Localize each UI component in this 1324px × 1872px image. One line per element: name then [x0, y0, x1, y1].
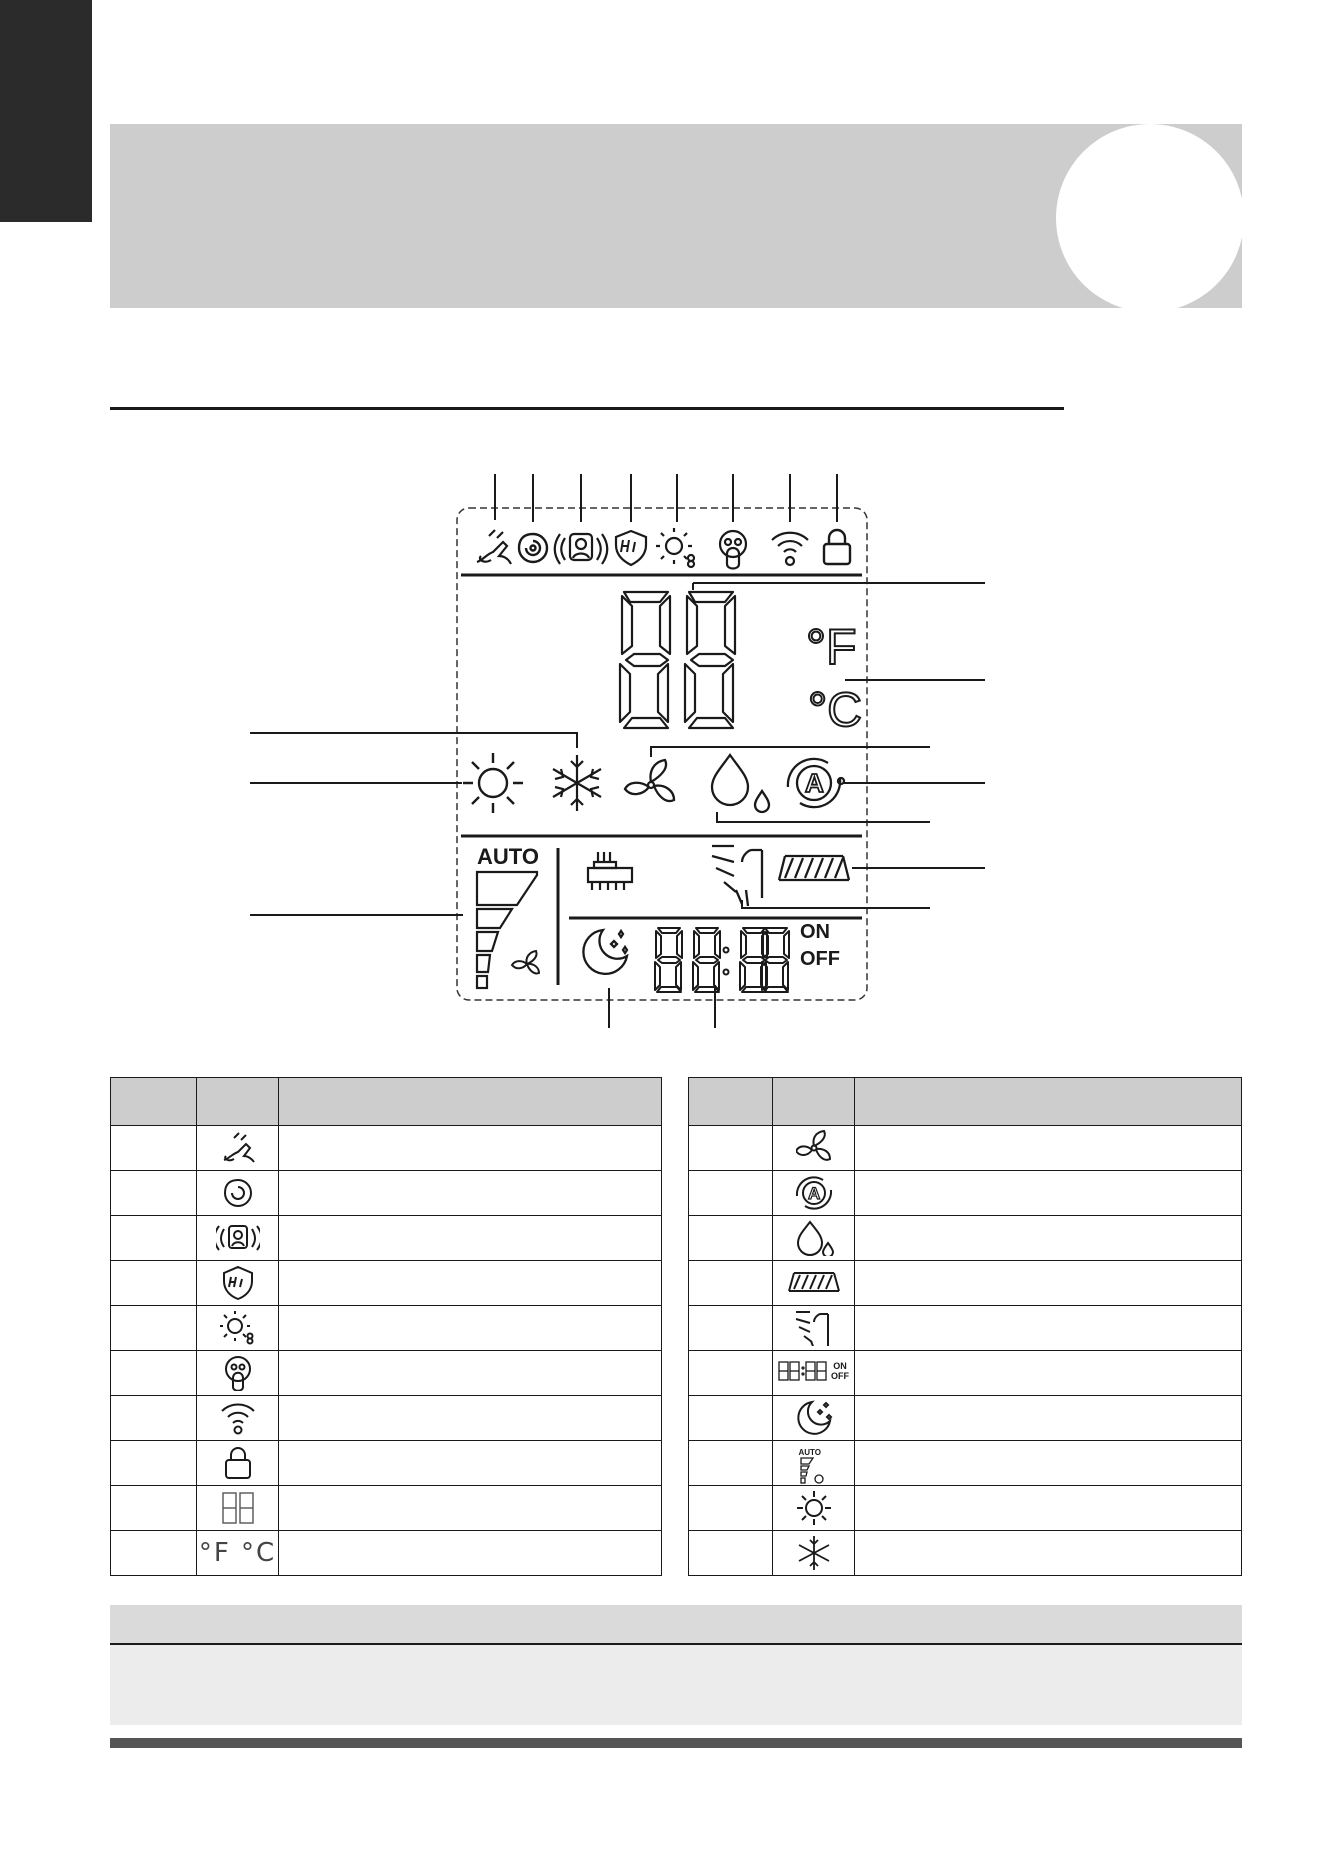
- temperature-unit-icon: °F °C: [197, 1531, 279, 1576]
- high-temp-protection-icon: [616, 531, 646, 565]
- table-header-row: [689, 1078, 1242, 1126]
- symbol-table-left: [110, 1077, 662, 1576]
- wifi-icon: [772, 533, 808, 565]
- table-row: [111, 1126, 662, 1171]
- swing-horizontal-icon: [779, 856, 849, 880]
- table-row: [111, 1306, 662, 1351]
- table-row: [689, 1531, 1242, 1576]
- svg-text:A: A: [807, 1184, 820, 1203]
- table-row: [111, 1351, 662, 1396]
- table-row: [689, 1441, 1242, 1486]
- table-row: [689, 1216, 1242, 1261]
- ionizer-icon: [477, 530, 511, 564]
- leader-lines-mode: [250, 733, 985, 822]
- fan-speed-bars: [477, 872, 537, 988]
- sleep-mode-icon: [773, 1396, 855, 1441]
- timer-off-label: OFF: [800, 948, 840, 970]
- auto-mode-icon: [773, 1171, 855, 1216]
- leader-line: [742, 900, 930, 908]
- swing-vertical-icon: [712, 846, 762, 906]
- follow-me-icon: [555, 534, 608, 564]
- lock-icon: [197, 1441, 279, 1486]
- temperature-digits-icon: [197, 1486, 279, 1531]
- leader-lines-top: [495, 474, 837, 522]
- table-row: [689, 1396, 1242, 1441]
- heating-icon: [656, 528, 694, 567]
- table-row: [689, 1351, 1242, 1396]
- table-row: [111, 1216, 662, 1261]
- note-box: [110, 1605, 1242, 1725]
- auto-mode-icon: [788, 759, 844, 807]
- cool-mode-icon: [773, 1531, 855, 1576]
- temperature-digits: [620, 592, 735, 728]
- table-row: [111, 1171, 662, 1216]
- high-temp-protection-icon: [197, 1261, 279, 1306]
- fan-speed-icon: AUTO: [773, 1441, 855, 1486]
- sleep-mode-icon: [583, 930, 627, 974]
- lock-icon: [824, 530, 850, 564]
- table-row: [111, 1486, 662, 1531]
- table-row: [111, 1531, 662, 1576]
- svg-text:A: A: [805, 768, 824, 798]
- table-row: [689, 1126, 1242, 1171]
- self-clean-icon: [720, 531, 746, 569]
- swing-vertical-icon: [773, 1306, 855, 1351]
- heat-mode-icon: [773, 1486, 855, 1531]
- heating-icon: [197, 1306, 279, 1351]
- fan-mode-icon: [625, 760, 674, 801]
- clean-brush-icon: [588, 852, 632, 890]
- turbo-icon: [197, 1171, 279, 1216]
- wifi-icon: [197, 1396, 279, 1441]
- table-row: [689, 1171, 1242, 1216]
- table-row: [689, 1306, 1242, 1351]
- fan-auto-label: AUTO: [477, 844, 539, 869]
- heat-mode-icon: [463, 753, 523, 813]
- symbol-table-right: [688, 1077, 1242, 1576]
- ionizer-icon: [197, 1126, 279, 1171]
- self-clean-icon: [197, 1351, 279, 1396]
- table-row: [689, 1261, 1242, 1306]
- follow-me-icon: [197, 1216, 279, 1261]
- swing-horizontal-icon: [773, 1261, 855, 1306]
- footer-bar: [110, 1738, 1242, 1748]
- table-row: [111, 1396, 662, 1441]
- dry-mode-icon: [773, 1216, 855, 1261]
- fan-small-icon: [512, 951, 539, 973]
- unit-fahrenheit: °F: [806, 619, 857, 675]
- timer-on-label: ON: [800, 921, 830, 943]
- table-row: [111, 1261, 662, 1306]
- table-row: [689, 1486, 1242, 1531]
- timer-digits: [655, 928, 789, 992]
- fan-mode-icon: [773, 1126, 855, 1171]
- cool-mode-icon: [553, 755, 601, 811]
- table-header-row: [111, 1078, 662, 1126]
- table-row: [111, 1441, 662, 1486]
- turbo-icon: [519, 534, 547, 562]
- dry-mode-icon: [712, 755, 769, 812]
- timer-icon: ON OFF: [773, 1351, 855, 1396]
- note-header: [110, 1605, 1242, 1645]
- unit-celsius: °C: [808, 684, 862, 737]
